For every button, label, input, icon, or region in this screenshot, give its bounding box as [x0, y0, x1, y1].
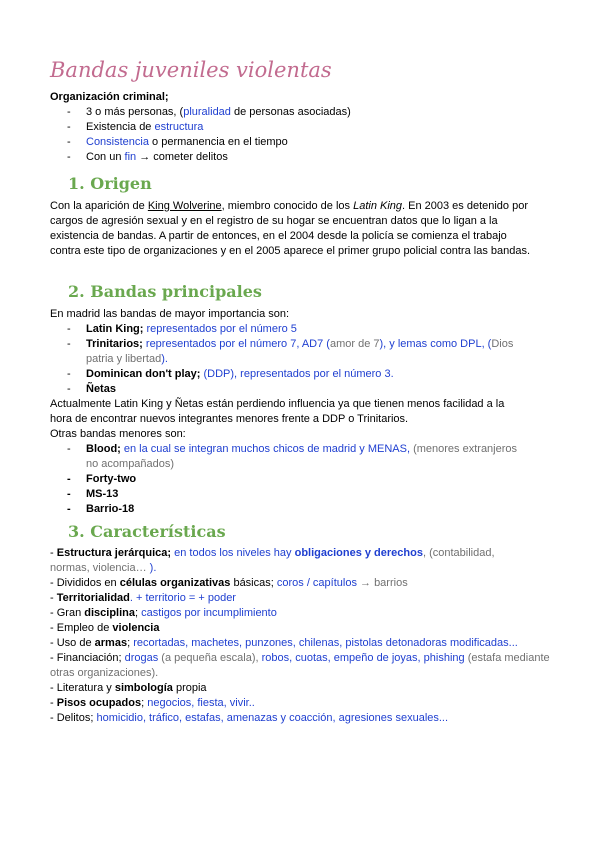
origen-paragraph: Con la aparición de King Wolverine, miembro conocido de los Latin King. En 2003 es detenido por cargos de agresión sexual y en el registro de su hogar se encuentran datos que lo ligan a la existencia de bandas. A partir de entonces, en el 2004 desde la policía se comienza el trabajo contra este tipo de organizaciones y en el 2005 aparece el primer grupo policial contra las bandas. — [50, 200, 531, 257]
org-heading: Organización criminal; — [50, 91, 169, 103]
list-item: - Barrio-18 — [50, 502, 560, 517]
list-item: - Divididos en células organizativas básicas; coros / capítulos → barrios — [50, 577, 408, 589]
list-item: - Trinitarios; representados por el número 7, AD7 (amor de 7), y lemas como DPL, (Dios patria y libertad). — [67, 338, 514, 365]
list-item: - Dominican don't play; (DDP), representados por el número 3. — [50, 367, 560, 382]
bandas-paragraph: Actualmente Latin King y Ñetas están perdiendo influencia ya que tienen menos facilidad a la hora de encontrar nuevos integrantes menores frente a DDP o Trinitarios. — [50, 398, 505, 425]
list-item: - Blood; en la cual se integran muchos chicos de madrid y MENAS, (menores extranjeros no acompañados) — [67, 443, 518, 470]
list-item: - Estructura jerárquica; en todos los niveles hay obligaciones y derechos, (contabilidad, normas, violencia… ). — [50, 547, 495, 574]
list-item: - Territorialidad. + territorio = + poder — [50, 592, 236, 604]
list-item: - Financiación; drogas (a pequeña escala), robos, cuotas, empeño de joyas, phishing (estafa mediante otras organizaciones). — [50, 652, 550, 679]
section-heading-caracteristicas: 3. Características — [68, 522, 226, 541]
list-item: - Existencia de estructura — [50, 120, 560, 135]
list-item: - Gran disciplina; castigos por incumplimiento — [50, 607, 277, 619]
section-heading-bandas: 2. Bandas principales — [68, 282, 262, 301]
org-section — [50, 90, 560, 165]
bandas-section — [50, 307, 560, 517]
document-title: Bandas juveniles violentas — [50, 58, 332, 82]
bandas-intro: En madrid las bandas de mayor importancia son: — [50, 308, 290, 320]
king-wolverine-link: King Wolverine — [147, 200, 222, 212]
list-item: - 3 o más personas, (pluralidad de personas asociadas) — [50, 105, 560, 120]
list-item: - Literatura y simbología propia — [50, 682, 207, 694]
list-item: - Delitos; homicidio, tráfico, estafas, amenazas y coacción, agresiones sexuales... — [50, 712, 449, 724]
otras-bandas-intro: Otras bandas menores son: — [50, 428, 186, 440]
list-item: - Ñetas — [50, 382, 560, 397]
caracteristicas-section — [50, 546, 560, 726]
list-item: - Empleo de violencia — [50, 622, 160, 634]
list-item: - Consistencia o permanencia en el tiempo — [50, 135, 560, 150]
section-heading-origen: 1. Origen — [68, 174, 152, 193]
list-item: - Uso de armas; recortadas, machetes, punzones, chilenas, pistolas detonadoras modificadas... — [50, 637, 518, 649]
list-item: - Forty-two — [50, 472, 560, 487]
list-item: - Latin King; representados por el número 5 — [50, 322, 560, 337]
list-item: - Pisos ocupados; negocios, fiesta, vivir.. — [50, 697, 255, 709]
list-item: - Con un fin → cometer delitos — [50, 150, 560, 165]
list-item: - MS-13 — [50, 487, 560, 502]
